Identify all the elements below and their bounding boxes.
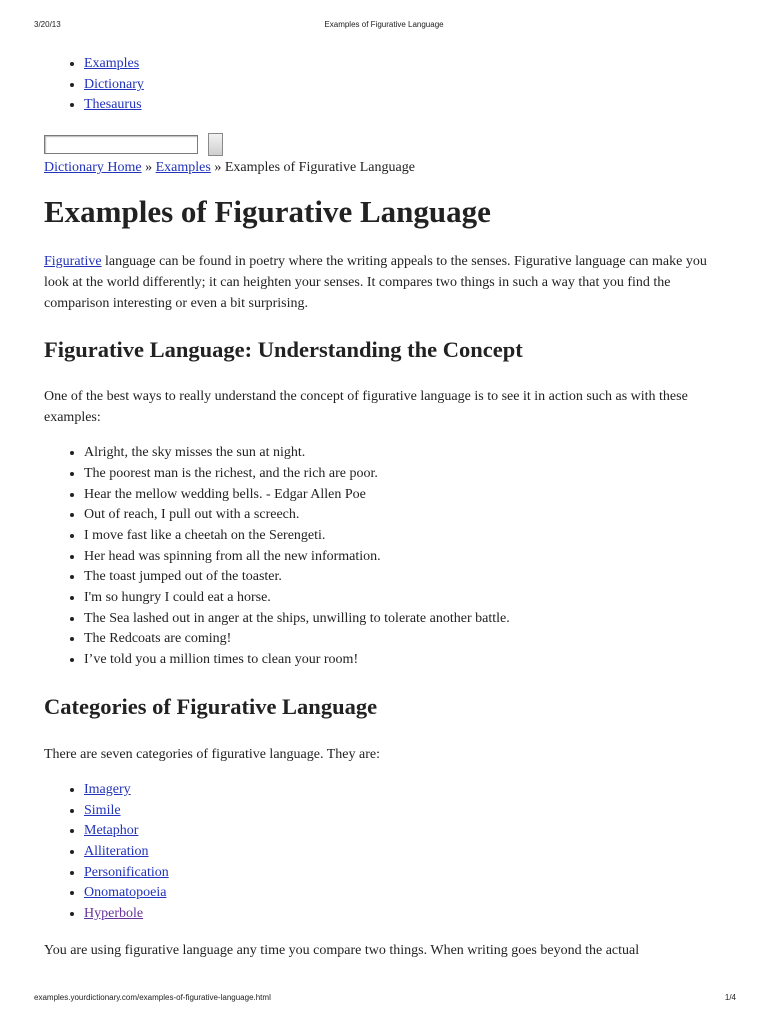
category-item <box>84 842 734 863</box>
page-content <box>44 52 734 961</box>
example-item: • Out of reach, I pull out with a screech. <box>84 505 734 526</box>
categories-list <box>44 780 734 925</box>
example-item: • Alright, the sky misses the sun at night. <box>84 443 734 464</box>
search-bar <box>44 132 734 156</box>
intro-paragraph <box>44 251 734 314</box>
category-link-imagery[interactable]: Imagery <box>84 781 131 797</box>
example-item: • I move fast like a cheetah on the Serengeti. <box>84 526 734 547</box>
breadcrumb-separator: » <box>214 160 222 176</box>
breadcrumb-separator: » <box>145 160 153 176</box>
nav-link-examples[interactable]: Examples <box>84 56 140 71</box>
nav-link-thesaurus[interactable]: Thesaurus <box>84 97 142 113</box>
page-title: Examples of Figurative Language <box>44 194 491 230</box>
nav-link-dictionary[interactable]: Dictionary <box>84 76 144 92</box>
example-item: • Hear the mellow wedding bells. - Edgar Allen Poe <box>84 485 734 506</box>
top-nav <box>44 54 734 116</box>
example-item: • The Sea lashed out in anger at the ships, unwilling to tolerate another battle. <box>84 609 734 630</box>
figurative-link[interactable]: Figurative <box>44 254 102 270</box>
category-item <box>84 801 734 822</box>
example-item: • I’ve told you a million times to clean your room! <box>84 650 734 671</box>
category-link-metaphor[interactable]: Metaphor <box>84 823 139 839</box>
breadcrumb <box>44 158 734 178</box>
category-link-simile[interactable]: Simile <box>84 802 121 818</box>
breadcrumb-current: Examples of Figurative Language <box>224 160 415 176</box>
nav-item-thesaurus <box>84 95 734 116</box>
print-page-number: 1/4 <box>724 993 736 1002</box>
print-title: Examples of Figurative Language <box>324 20 444 29</box>
categories-heading: Categories of Figurative Language <box>44 693 378 719</box>
search-input[interactable] <box>44 135 198 154</box>
print-date: 3/20/13 <box>34 20 61 29</box>
category-item <box>84 780 734 801</box>
category-link-hyperbole[interactable]: Hyperbole <box>84 906 144 922</box>
category-item <box>84 883 734 904</box>
category-item <box>84 904 734 925</box>
concept-heading: Figurative Language: Understanding the Concept <box>44 337 523 363</box>
examples-list <box>44 443 734 671</box>
category-link-personification[interactable]: Personification <box>84 864 169 880</box>
search-button[interactable] <box>208 133 223 156</box>
breadcrumb-examples-link[interactable]: Examples <box>155 160 211 176</box>
concept-intro-paragraph: One of the best ways to really understand the concept of figurative language is to see it in action such as with these examples: <box>44 389 688 426</box>
nav-item-examples <box>84 54 734 75</box>
example-item: • Her head was spinning from all the new information. <box>84 547 734 568</box>
category-item <box>84 821 734 842</box>
breadcrumb-home-link[interactable]: Dictionary Home <box>44 160 142 176</box>
print-url: examples.yourdictionary.com/examples-of-figurative-language.html <box>34 993 271 1002</box>
example-item: • The Redcoats are coming! <box>84 629 734 650</box>
intro-text: language can be found in poetry where the writing appeals to the senses. Figurative language can make you look at the world differently; it can heighten your senses. It compares two things in such a way that you find the comparison interesting or even a bit surprising. <box>44 254 707 312</box>
example-item: • The poorest man is the richest, and the rich are poor. <box>84 464 734 485</box>
category-link-alliteration[interactable]: Alliteration <box>84 843 149 859</box>
category-item <box>84 863 734 884</box>
nav-item-dictionary <box>84 75 734 96</box>
example-item: • The toast jumped out of the toaster. <box>84 567 734 588</box>
category-link-onomatopoeia[interactable]: Onomatopoeia <box>84 885 167 901</box>
example-item: • I'm so hungry I could eat a horse. <box>84 588 734 609</box>
closing-paragraph: You are using figurative language any time you compare two things. When writing goes beyond the actual <box>44 942 640 958</box>
categories-intro-paragraph: There are seven categories of figurative language. They are: <box>44 746 380 762</box>
